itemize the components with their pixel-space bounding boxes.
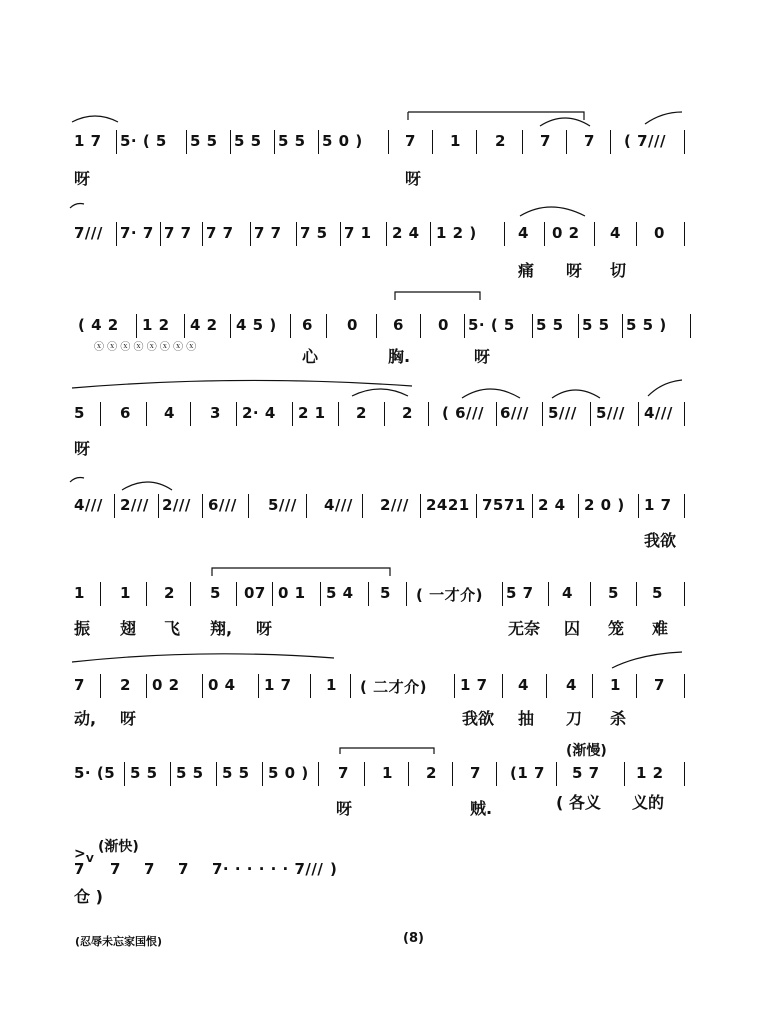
note: 0	[347, 316, 358, 334]
note: 7	[540, 132, 551, 150]
note: ( 一才介)	[416, 586, 483, 604]
barline	[310, 674, 311, 698]
lyric: 贼.	[470, 799, 493, 818]
note: 4	[164, 404, 175, 422]
lyric: 抽	[518, 709, 535, 728]
lyric: 呀	[256, 619, 273, 638]
barline	[542, 402, 543, 426]
note: 7	[654, 676, 665, 694]
note: 1 2	[142, 316, 170, 334]
barline	[272, 582, 273, 606]
barline	[114, 494, 115, 518]
note: 5	[608, 584, 619, 602]
barline	[578, 494, 579, 518]
barline	[684, 402, 685, 426]
lyric: 呀	[336, 799, 353, 818]
note: 7	[470, 764, 481, 782]
note: 1	[326, 676, 337, 694]
note: 1	[120, 584, 131, 602]
note: 7	[74, 860, 85, 878]
barline	[362, 494, 363, 518]
lyric: 杀	[610, 709, 627, 728]
note: 5 5	[278, 132, 306, 150]
lyric: 难	[652, 619, 669, 638]
note: 2	[356, 404, 367, 422]
note: 0 2	[552, 224, 580, 242]
barline	[318, 762, 319, 786]
note: 07	[244, 584, 266, 602]
note: 5· ( 5	[120, 132, 167, 150]
note: 4///	[644, 404, 673, 422]
lyric: 切	[610, 261, 627, 280]
barline	[684, 494, 685, 518]
note: 1 7	[644, 496, 672, 514]
barline	[236, 582, 237, 606]
barline	[202, 494, 203, 518]
note: (1 7	[510, 764, 545, 782]
lyric: 痛	[518, 261, 535, 280]
lyric: 呀	[74, 169, 91, 188]
note: 1 2	[636, 764, 664, 782]
barline	[186, 130, 187, 154]
barline	[258, 674, 259, 698]
barline	[100, 402, 101, 426]
barline	[578, 314, 579, 338]
barline	[684, 674, 685, 698]
lyric: 翅	[120, 619, 137, 638]
note: 7	[584, 132, 595, 150]
note: 6	[120, 404, 131, 422]
barline	[320, 582, 321, 606]
barline	[594, 222, 595, 246]
barline	[340, 222, 341, 246]
lyric: 心	[302, 347, 319, 366]
note: 2 1	[298, 404, 326, 422]
lyric: 无奈	[508, 619, 541, 638]
barline	[532, 494, 533, 518]
note: 4 5 )	[236, 316, 277, 334]
note: 2 4	[392, 224, 420, 242]
slur-marks	[0, 196, 762, 236]
note: 7 7	[164, 224, 192, 242]
barline	[432, 130, 433, 154]
note: ( 7///	[624, 132, 666, 150]
barline	[454, 674, 455, 698]
note: 7 5	[300, 224, 328, 242]
barline	[338, 402, 339, 426]
barline	[684, 130, 685, 154]
note: 5	[652, 584, 663, 602]
barline	[546, 674, 547, 698]
note: 6	[393, 316, 404, 334]
note: 7 7	[254, 224, 282, 242]
barline	[116, 222, 117, 246]
note: 4 2	[190, 316, 218, 334]
barline	[292, 402, 293, 426]
barline	[368, 582, 369, 606]
barline	[146, 402, 147, 426]
barline	[636, 222, 637, 246]
barline	[146, 582, 147, 606]
barline	[638, 494, 639, 518]
note: 2	[426, 764, 437, 782]
note: 2 0 )	[584, 496, 625, 514]
barline	[464, 314, 465, 338]
note: 7	[338, 764, 349, 782]
barline	[684, 762, 685, 786]
note: 5	[74, 404, 85, 422]
barline	[350, 674, 351, 698]
note: 0 4	[208, 676, 236, 694]
note: 2	[164, 584, 175, 602]
barline	[590, 402, 591, 426]
barline	[622, 314, 623, 338]
note: 2///	[162, 496, 191, 514]
barline	[184, 314, 185, 338]
barline	[610, 130, 611, 154]
note: 4///	[324, 496, 353, 514]
barline	[592, 674, 593, 698]
barline	[544, 222, 545, 246]
note: 1 7	[460, 676, 488, 694]
barline	[638, 402, 639, 426]
barline	[502, 674, 503, 698]
note: 4	[566, 676, 577, 694]
breath-mark: V	[86, 854, 94, 865]
note: 5 5	[190, 132, 218, 150]
note: 5///	[268, 496, 297, 514]
barline	[428, 402, 429, 426]
note: 6	[302, 316, 313, 334]
barline	[684, 582, 685, 606]
lyric: 呀	[474, 347, 491, 366]
lyric: 呀	[120, 709, 137, 728]
barline	[388, 130, 389, 154]
barline	[190, 582, 191, 606]
song-title: (忍辱未忘家国恨)	[75, 935, 163, 948]
note: 3	[210, 404, 221, 422]
barline	[364, 762, 365, 786]
note: 2	[495, 132, 506, 150]
note: 7///	[74, 224, 103, 242]
note: 0	[438, 316, 449, 334]
barline	[504, 222, 505, 246]
lyric: 囚	[564, 619, 581, 638]
note: 7· · · · · · 7///	[212, 860, 324, 878]
note: 5 0 )	[322, 132, 363, 150]
barline	[190, 402, 191, 426]
lyric: 刀	[566, 709, 583, 728]
barline	[202, 222, 203, 246]
barline	[502, 582, 503, 606]
note: 5 5	[222, 764, 250, 782]
barline	[408, 762, 409, 786]
barline	[420, 314, 421, 338]
note: 7 7	[206, 224, 234, 242]
barline	[116, 130, 117, 154]
barline	[230, 130, 231, 154]
barline	[262, 762, 263, 786]
note: 2///	[380, 496, 409, 514]
note: ( 6///	[442, 404, 484, 422]
note: 5 4	[326, 584, 354, 602]
lyric: 呀	[74, 439, 91, 458]
barline	[420, 494, 421, 518]
barline	[202, 674, 203, 698]
barline	[100, 582, 101, 606]
lyric: 仓 )	[74, 887, 103, 906]
note: ( 4 2	[78, 316, 119, 334]
barline	[296, 222, 297, 246]
barline	[566, 130, 567, 154]
note: 7571	[482, 496, 526, 514]
note: 5 5	[582, 316, 610, 334]
note: 2 4	[538, 496, 566, 514]
lyric: 呀	[566, 261, 583, 280]
note: 5 0 )	[268, 764, 309, 782]
note: 5///	[596, 404, 625, 422]
note: 4	[518, 676, 529, 694]
barline	[146, 674, 147, 698]
barline	[522, 130, 523, 154]
note: 5	[210, 584, 221, 602]
note: 2///	[120, 496, 149, 514]
barline	[160, 222, 161, 246]
barline	[236, 402, 237, 426]
barline	[406, 582, 407, 606]
barline	[124, 762, 125, 786]
barline	[326, 314, 327, 338]
note: 7	[405, 132, 416, 150]
lyric: 笼	[608, 619, 625, 638]
note: 1 2 )	[436, 224, 477, 242]
barline	[376, 314, 377, 338]
note: 2	[120, 676, 131, 694]
lyric: 义的	[632, 793, 665, 812]
barline	[690, 314, 691, 338]
note: 5· ( 5	[468, 316, 515, 334]
note: 7 1	[344, 224, 372, 242]
barline	[230, 314, 231, 338]
note: 4	[562, 584, 573, 602]
barline	[496, 762, 497, 786]
lyric: 呀	[405, 169, 422, 188]
barline	[306, 494, 307, 518]
tempo-marking: (渐慢)	[566, 743, 607, 759]
page-number: (8)	[403, 931, 424, 946]
note: 5///	[548, 404, 577, 422]
percussion-marks: ⓧ ⓧ ⓧ ⓧ ⓧ ⓧ ⓧ ⓧ	[94, 342, 197, 353]
note: 4	[610, 224, 621, 242]
note: 5 5	[234, 132, 262, 150]
lyric: 翔,	[210, 619, 233, 638]
note: 6///	[208, 496, 237, 514]
barline	[100, 674, 101, 698]
note: 7	[74, 676, 85, 694]
note: 5 7	[506, 584, 534, 602]
barline	[250, 222, 251, 246]
barline	[532, 314, 533, 338]
barline	[496, 402, 497, 426]
barline	[170, 762, 171, 786]
note: 1 7	[264, 676, 292, 694]
note: 5 5 )	[626, 316, 667, 334]
barline	[216, 762, 217, 786]
barline	[386, 222, 387, 246]
barline	[136, 314, 137, 338]
barline	[384, 402, 385, 426]
note: 2· 4	[242, 404, 276, 422]
lyric: 我欲	[462, 709, 495, 728]
note: 6///	[500, 404, 529, 422]
barline	[476, 130, 477, 154]
note: 7	[178, 860, 189, 878]
barline	[452, 762, 453, 786]
note: 1	[74, 584, 85, 602]
note: 2	[402, 404, 413, 422]
note: 5 5	[176, 764, 204, 782]
note: 5 7	[572, 764, 600, 782]
barline	[290, 314, 291, 338]
note: 1	[450, 132, 461, 150]
barline	[318, 130, 319, 154]
barline	[556, 762, 557, 786]
barline	[684, 222, 685, 246]
note: 0 2	[152, 676, 180, 694]
note: 4	[518, 224, 529, 242]
accent-mark: >	[74, 846, 86, 862]
barline	[248, 494, 249, 518]
lyric: 我欲	[644, 531, 677, 550]
lyric: ( 各义	[556, 793, 601, 812]
note: 7· 7	[120, 224, 154, 242]
barline	[158, 494, 159, 518]
note: 7	[110, 860, 121, 878]
note: 0 1	[278, 584, 306, 602]
note: ( 二才介)	[360, 678, 427, 696]
note: 1 7	[74, 132, 102, 150]
note: 2421	[426, 496, 470, 514]
barline	[430, 222, 431, 246]
barline	[274, 130, 275, 154]
note: 7	[144, 860, 155, 878]
barline	[476, 494, 477, 518]
tempo-marking: (渐快)	[98, 839, 139, 855]
lyric: 飞	[164, 619, 181, 638]
barline	[590, 582, 591, 606]
lyric: 振	[74, 619, 91, 638]
note: 1	[610, 676, 621, 694]
barline	[624, 762, 625, 786]
note: 5 5	[536, 316, 564, 334]
lyric: 动,	[74, 709, 97, 728]
barline	[636, 582, 637, 606]
note: 5	[380, 584, 391, 602]
note: 0	[654, 224, 665, 242]
note: 5· (5	[74, 764, 116, 782]
note: 4///	[74, 496, 103, 514]
barline	[548, 582, 549, 606]
barline	[636, 674, 637, 698]
note: 5 5	[130, 764, 158, 782]
lyric: 胸.	[388, 347, 411, 366]
note: 1	[382, 764, 393, 782]
note: )	[330, 860, 338, 878]
